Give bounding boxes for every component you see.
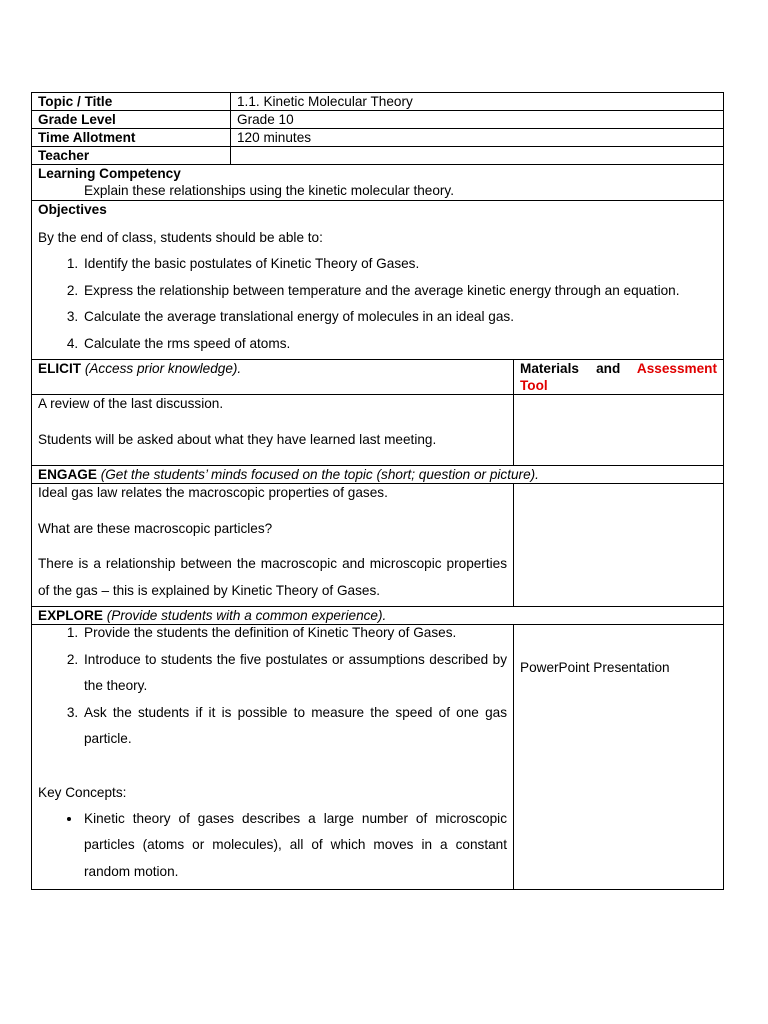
explore-item: 1. Provide the students the definition of Kinetic Theory of Gases.	[82, 620, 507, 647]
teacher-value	[231, 147, 724, 165]
key-concepts-list	[38, 806, 507, 886]
engage-desc: (Get the students’ minds focused on the topic (short; question or picture).	[96, 467, 539, 482]
materials-label: Materials and	[520, 361, 637, 376]
time-row	[32, 129, 724, 147]
competency-row	[32, 165, 724, 201]
lesson-plan-table	[31, 92, 724, 890]
explore-desc: (Provide students with a common experience).	[102, 608, 387, 623]
teacher-label: Teacher	[32, 147, 231, 165]
materials-header	[514, 360, 724, 395]
explore-label: EXPLORE	[38, 608, 103, 623]
time-label: Time Allotment	[32, 129, 231, 147]
topic-label: Topic / Title	[32, 93, 231, 111]
grade-value: Grade 10	[231, 111, 724, 129]
engage-body-row	[32, 484, 724, 607]
engage-label: ENGAGE	[38, 467, 97, 482]
topic-row	[32, 93, 724, 111]
grade-row	[32, 111, 724, 129]
explore-materials: PowerPoint Presentation	[514, 625, 724, 890]
elicit-materials	[514, 395, 724, 466]
objectives-row	[32, 201, 724, 360]
teacher-row	[32, 147, 724, 165]
time-value: 120 minutes	[231, 129, 724, 147]
explore-item: 3. Ask the students if it is possible to measure the speed of one gas particle.	[82, 700, 507, 753]
key-concepts-label: Key Concepts:	[38, 784, 127, 800]
elicit-header-row	[32, 360, 724, 395]
engage-materials	[514, 484, 724, 607]
objective-item: 3. Calculate the average translational energy of molecules in an ideal gas.	[82, 304, 717, 331]
elicit-body-row	[32, 395, 724, 466]
topic-value: 1.1. Kinetic Molecular Theory	[231, 93, 724, 111]
explore-list	[38, 620, 507, 753]
competency-label: Learning Competency	[38, 166, 181, 181]
assessment-tool-label: Assessment Tool	[520, 361, 718, 393]
engage-text-1: Ideal gas law relates the macroscopic properties of gases.	[38, 485, 388, 500]
objectives-label: Objectives	[38, 202, 107, 217]
explore-body-row	[32, 625, 724, 890]
elicit-desc: (Access prior knowledge).	[81, 361, 242, 376]
objectives-list	[38, 251, 717, 357]
grade-label: Grade Level	[32, 111, 231, 129]
objective-item: 4. Calculate the rms speed of atoms.	[82, 331, 717, 358]
key-concept-item: • Kinetic theory of gases describes a large number of microscopic particles (atoms or molecules), all of which moves in a constant random motion.	[82, 806, 507, 886]
objective-item: 1. Identify the basic postulates of Kinetic Theory of Gases.	[82, 251, 717, 278]
elicit-text-1: A review of the last discussion.	[38, 396, 224, 411]
engage-text-2: What are these macroscopic particles?	[38, 521, 273, 536]
objective-item: 2. Express the relationship between temperature and the average kinetic energy through an equation.	[82, 278, 717, 305]
explore-item: 2. Introduce to students the five postulates or assumptions described by the theory.	[82, 647, 507, 700]
objectives-intro: By the end of class, students should be able to:	[38, 230, 323, 245]
elicit-label: ELICIT	[38, 361, 82, 376]
engage-header-row	[32, 466, 724, 484]
elicit-text-2: Students will be asked about what they have learned last meeting.	[38, 432, 437, 447]
competency-text: Explain these relationships using the kinetic molecular theory.	[84, 183, 454, 198]
engage-text-3: There is a relationship between the macroscopic and microscopic properties of the gas – this is explained by Kinetic Theory of Gases.	[38, 556, 507, 598]
